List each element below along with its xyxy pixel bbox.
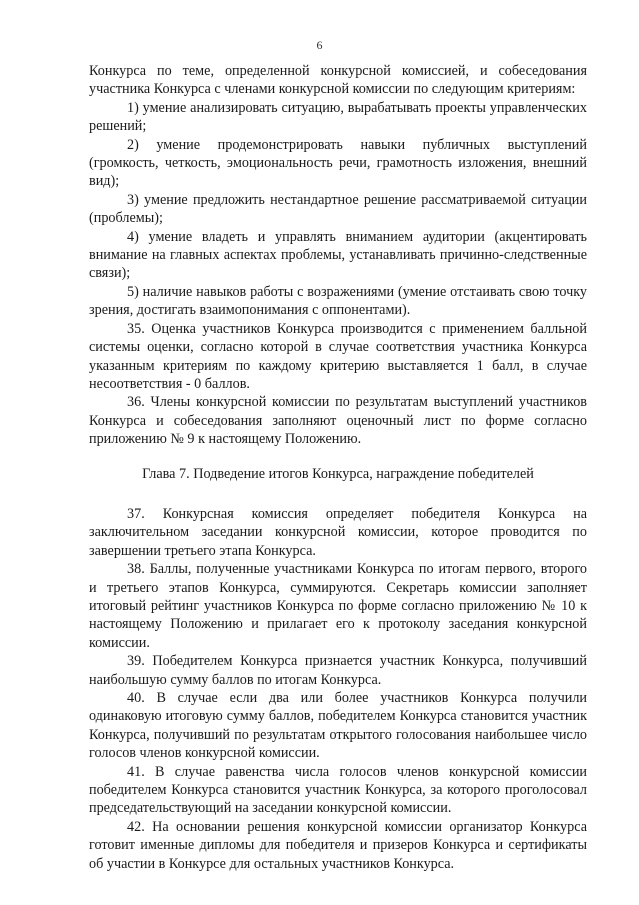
criterion-3: 3) умение предложить нестандартное решение рассматриваемой ситуации (проблемы); [89, 191, 587, 227]
clause-40: 40. В случае если два или более участников Конкурса получили одинаковую итоговую сумму баллов, победителем Конкурса становится участник Конкурса, получивший по результатам открытого голосования наибольшее число голосов членов конкурсной комиссии. [89, 690, 587, 762]
criterion-4: 4) умение владеть и управлять вниманием аудитории (акцентировать внимание на главных аспектах проблемы, устанавливать причинно-следственные связи); [89, 228, 587, 282]
clause-42: 42. На основании решения конкурсной комиссии организатор Конкурса готовит именные дипломы для победителя и призеров Конкурса и сертификаты об участии в Конкурсе для остальных участников Конкурса. [89, 818, 587, 872]
clause-36: 36. Члены конкурсной комиссии по результатам выступлений участников Конкурса и собеседования заполняют оценочный лист по форме согласно приложению № 9 к настоящему Положению. [89, 394, 587, 448]
clause-38: 38. Баллы, полученные участниками Конкурса по итогам первого, второго и третьего этапов Конкурса, суммируются. Секретарь комиссии заполняет итоговый рейтинг участников Конкурса по форме согласно приложению № 10 к настоящему Положению и прилагает его к протоколу заседания конкурсной комиссии. [89, 561, 587, 651]
criterion-5: 5) наличие навыков работы с возражениями (умение отстаивать свою точку зрения, достигать взаимопонимания с оппонентами). [89, 283, 587, 319]
criterion-1: 1) умение анализировать ситуацию, вырабатывать проекты управленческих решений; [89, 99, 587, 135]
criterion-2: 2) умение продемонстрировать навыки публичных выступлений (громкость, четкость, эмоциональность речи, грамотность изложения, внешний вид); [89, 136, 587, 190]
chapter-heading: Глава 7. Подведение итогов Конкурса, награждение победителей [142, 465, 534, 482]
document-body [89, 62, 587, 873]
page-number: 6 [316, 38, 323, 52]
clause-37: 37. Конкурсная комиссия определяет победителя Конкурса на заключительном заседании конкурсной комиссии, которое проводится по завершении третьего этапа Конкурса. [89, 505, 587, 559]
paragraph-continuation: Конкурса по теме, определенной конкурсной комиссией, и собеседования участника Конкурса с членами конкурсной комиссии по следующим критериям: [89, 63, 587, 98]
clause-35: 35. Оценка участников Конкурса производится с применением балльной системы оценки, согласно которой в случае соответствия участника Конкурса указанным критериям по каждому критерию выставляется 1 балл, в случае несоответствия - 0 баллов. [89, 320, 587, 392]
clause-39: 39. Победителем Конкурса признается участник Конкурса, получивший наибольшую сумму баллов по итогам Конкурса. [89, 653, 587, 688]
clause-41: 41. В случае равенства числа голосов членов конкурсной комиссии победителем Конкурса становится участник Конкурса, за которого проголосовал председательствующий на заседании конкурсной комиссии. [89, 763, 587, 817]
